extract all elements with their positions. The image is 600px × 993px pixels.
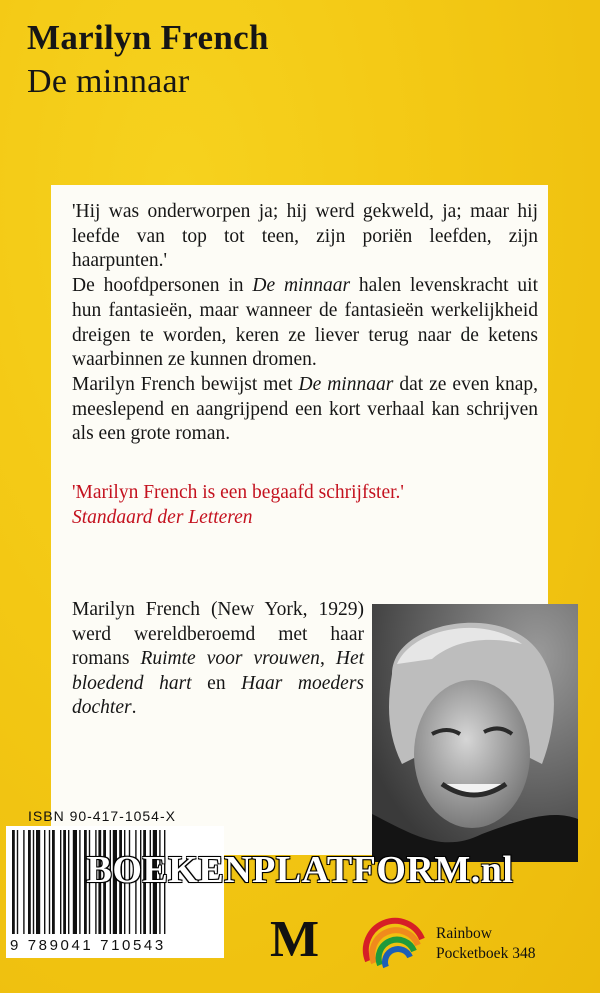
rainbow-logo-icon <box>362 905 426 969</box>
imprint-label <box>436 924 535 964</box>
bio-text: . <box>131 697 137 718</box>
review-quote <box>72 481 538 530</box>
bio-text: en <box>191 672 242 694</box>
bio-book-title: Ruimte voor vrouwen <box>140 648 320 669</box>
blurb-text: dat ze even knap, meeslepend en aangrijpend een kort verhaal kan schrijven als een grote roman. <box>72 373 539 445</box>
blurb-text: halen levenskracht uit hun fantasieën, maar wanneer de fantasieën werkelijkheid dreigen te worden, keren ze liever terug naar de ketens waarbinnen ze kunnen dromen. <box>72 275 538 371</box>
book-title: De minnaar <box>27 63 190 100</box>
review-text: 'Marilyn French is een begaafd schrijfster.' <box>72 482 404 503</box>
publisher-logo: M <box>270 911 320 968</box>
blurb-paragraph-1 <box>72 274 538 373</box>
author-portrait-image <box>372 604 578 862</box>
watermark-text: BOEKENPLATFORM.nl <box>86 849 514 891</box>
blurb-title-ref: De minnaar <box>298 373 394 395</box>
author-bio <box>72 598 364 721</box>
bio-text: , <box>319 648 336 669</box>
author-name: Marilyn French <box>27 18 269 57</box>
barcode-number: 9 789041 710543 <box>10 937 166 954</box>
imprint-line-2: Pocketboek 348 <box>436 945 536 962</box>
isbn-label: ISBN 90-417-1054-X <box>28 808 176 824</box>
blurb <box>72 200 538 447</box>
blurb-text: De hoofdpersonen in <box>72 275 253 297</box>
author-photo <box>372 604 578 862</box>
review-source: Standaard der Letteren <box>72 506 253 528</box>
blurb-quote: 'Hij was onderworpen ja; hij werd gekweld, ja; maar hij leefde van top tot teen, zijn poriën leefden, zijn haarpunten.' <box>72 201 538 272</box>
blurb-text: Marilyn French bewijst met <box>72 373 299 395</box>
blurb-title-ref: De minnaar <box>252 275 351 297</box>
blurb-paragraph-2 <box>72 373 538 447</box>
bio-book-title: Het bloedend hart <box>72 648 365 694</box>
bio-text: Marilyn French (New York, 1929) werd wereldberoemd met haar romans <box>72 599 364 669</box>
bio-book-title: Haar moeders dochter <box>72 672 365 718</box>
imprint-line-1: Rainbow <box>436 925 492 942</box>
